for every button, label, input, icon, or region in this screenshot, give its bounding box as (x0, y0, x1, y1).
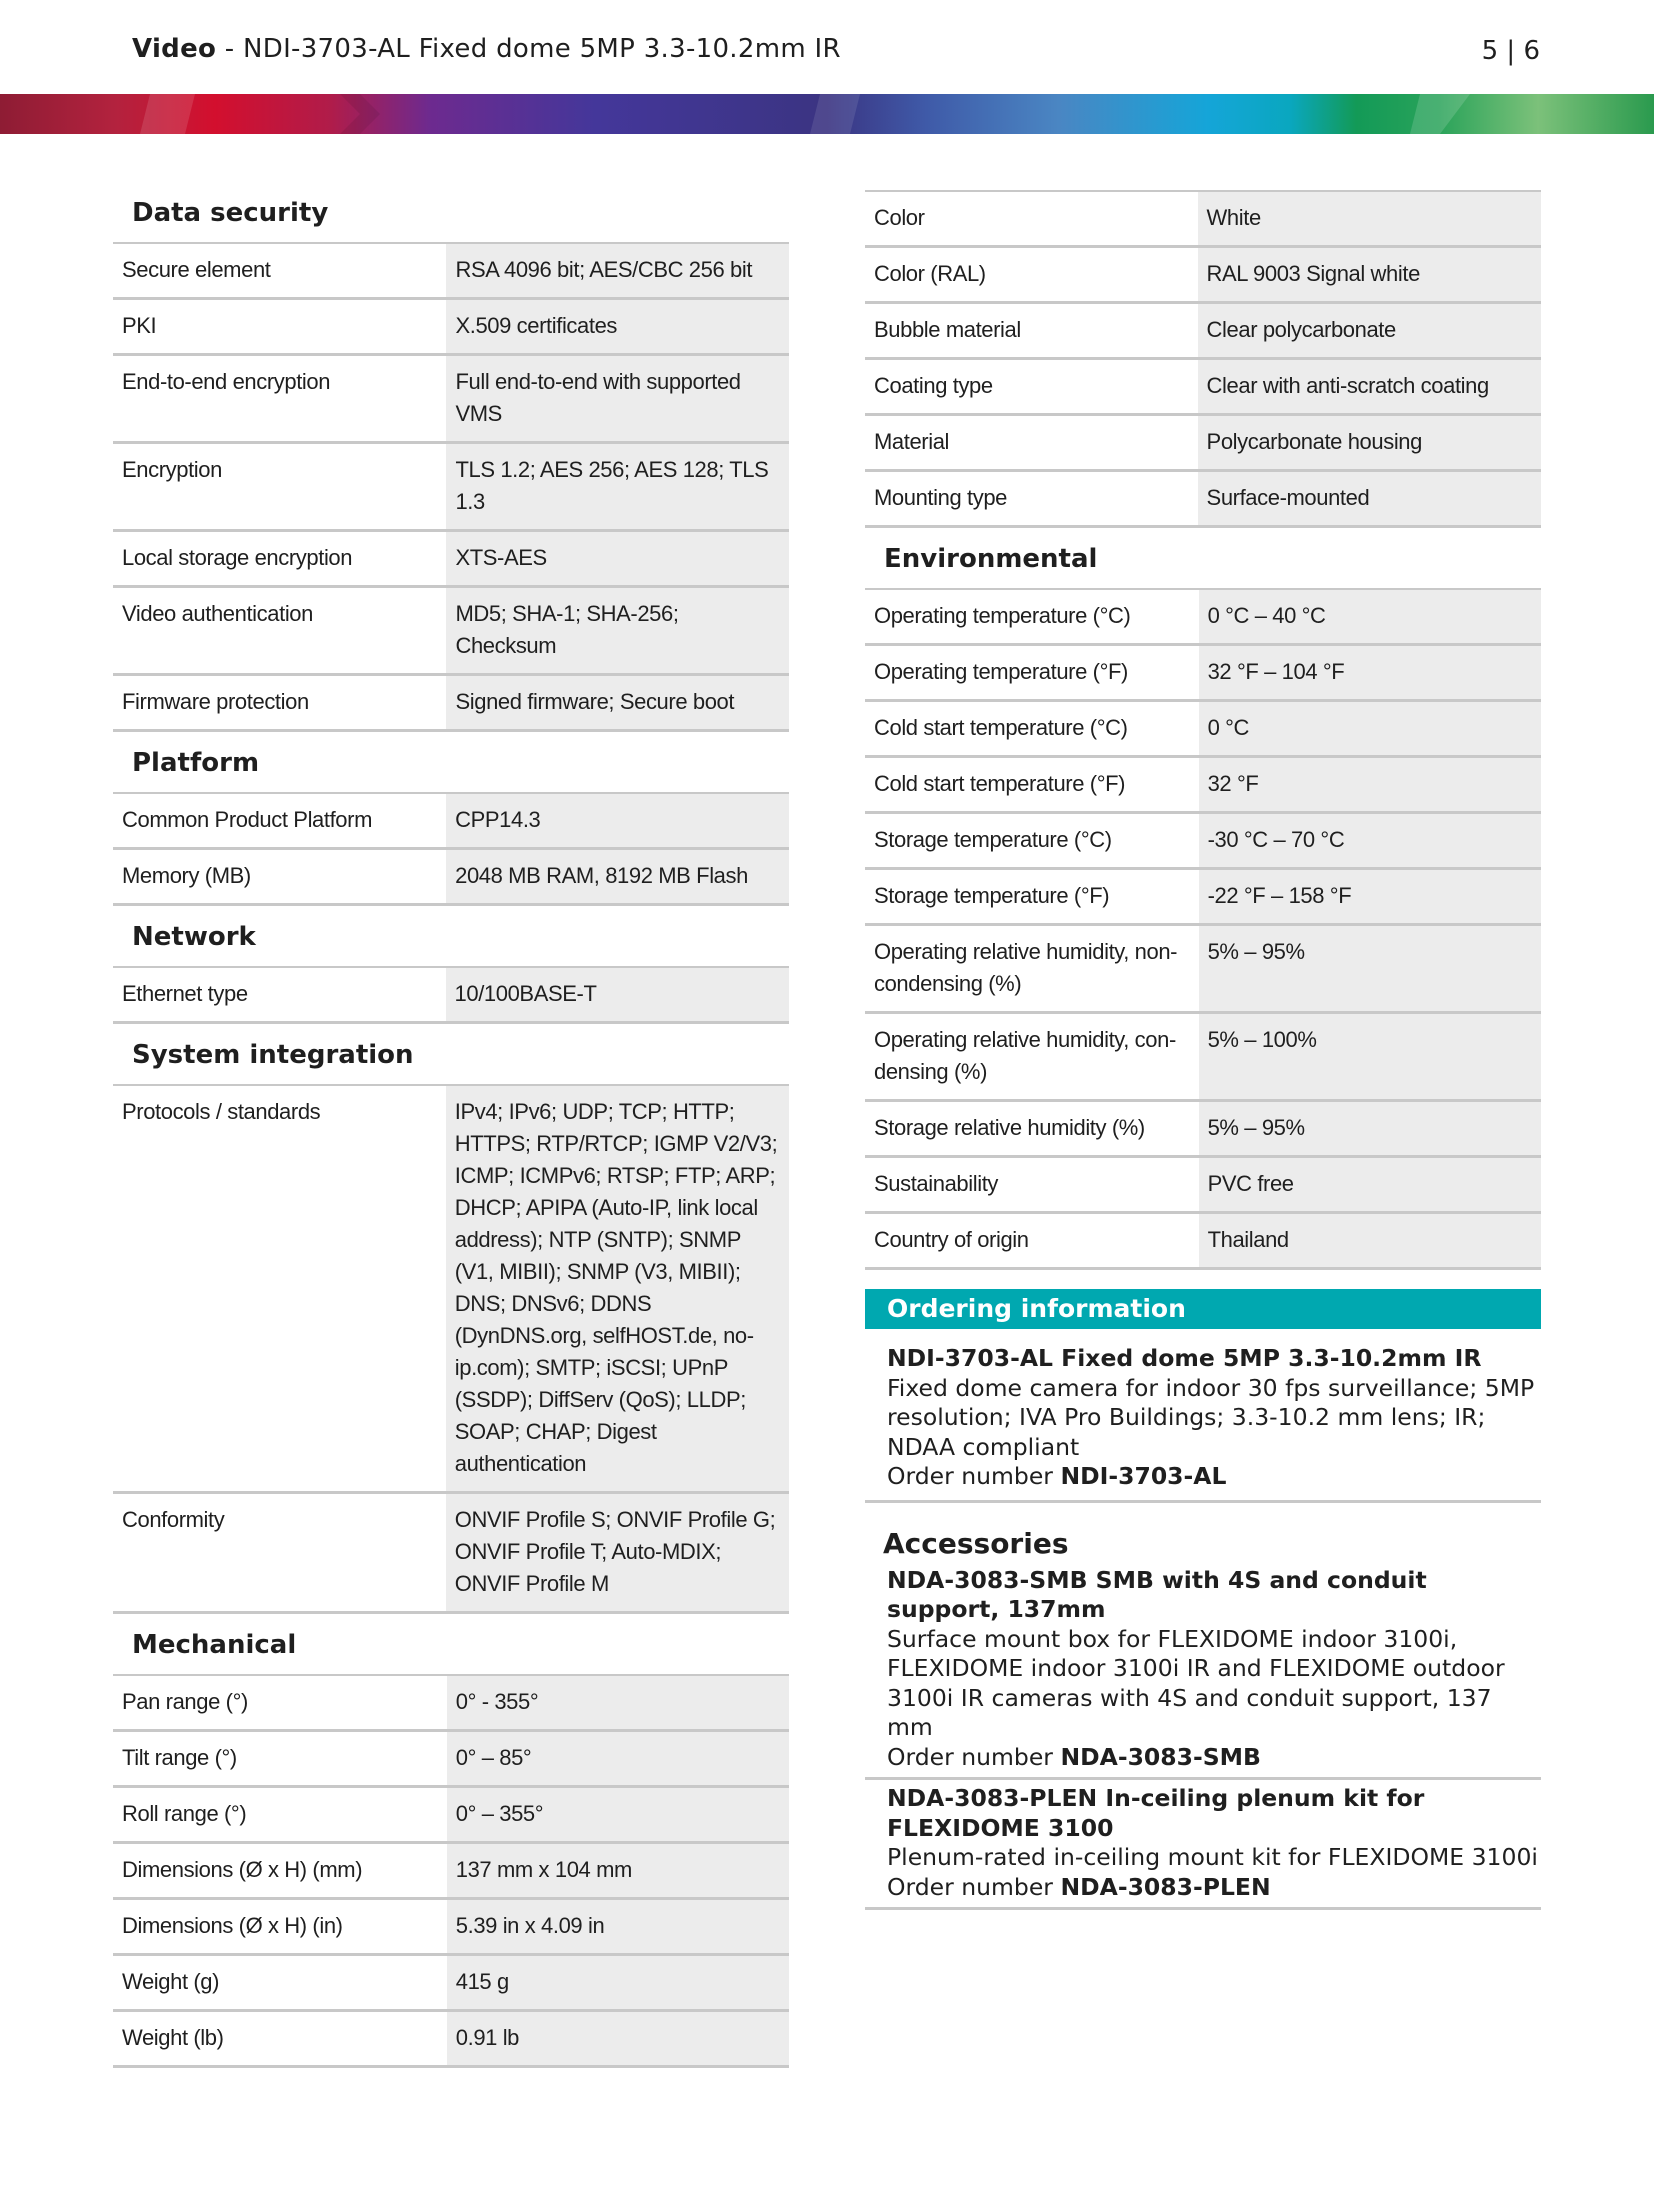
spec-label: Pan range (°) (113, 1675, 447, 1731)
spec-row (113, 1675, 789, 1731)
spec-label: Firmware protection (113, 675, 446, 731)
spec-value: 0° – 355° (447, 1787, 789, 1843)
spec-row (113, 1731, 789, 1787)
spec-row (113, 1493, 789, 1613)
spec-value: Clear with anti-scratch coating (1198, 359, 1541, 415)
ordering-order-number (887, 1462, 1541, 1492)
accessories-title: Accessories (883, 1526, 1069, 1560)
spec-row (865, 589, 1541, 645)
spec-value: 5.39 in x 4.09 in (447, 1899, 789, 1955)
spec-label: Color (865, 191, 1198, 247)
spec-label: Storage temperature (°F) (865, 869, 1199, 925)
order-number-label: Order number (887, 1742, 1061, 1771)
spec-value: RAL 9003 Signal white (1198, 247, 1541, 303)
order-number-value: NDA-3083-SMB (1060, 1742, 1261, 1771)
spec-row (865, 471, 1541, 527)
section-title-platform: Platform (132, 748, 260, 778)
spec-row (113, 1955, 789, 2011)
spec-row (113, 1085, 789, 1493)
spec-label: Dimensions (Ø x H) (in) (113, 1899, 447, 1955)
spec-value: 0° - 355° (447, 1675, 789, 1731)
order-number-value: NDA-3083-PLEN (1060, 1872, 1271, 1901)
spec-label: Ethernet type (113, 967, 446, 1023)
spec-value: Full end-to-end with supported VMS (446, 355, 789, 443)
spec-label: Operating temperature (°F) (865, 645, 1199, 701)
spec-table (113, 966, 789, 1024)
spec-value: 32 °F – 104 °F (1199, 645, 1541, 701)
ordering-description: Fixed dome camera for indoor 30 fps surveillance; 5MP resolution; IVA Pro Buildings; 3.3-10.2 mm lens; IR; NDAA compliant (887, 1373, 1535, 1461)
spec-value: 0 °C – 40 °C (1199, 589, 1541, 645)
spec-row (113, 849, 789, 905)
order-number-label: Order number (887, 1872, 1061, 1901)
spec-label: End-to-end encryption (113, 355, 446, 443)
spec-value: RSA 4096 bit; AES/CBC 256 bit (446, 243, 789, 299)
spec-label: PKI (113, 299, 446, 355)
spec-value: -22 °F – 158 °F (1199, 869, 1541, 925)
spec-label: Memory (MB) (113, 849, 446, 905)
spec-row (113, 793, 789, 849)
section-title-mechanical: Mechanical (132, 1630, 297, 1660)
spec-row (113, 355, 789, 443)
spec-row (865, 1013, 1541, 1101)
spec-row (865, 925, 1541, 1013)
spec-row (865, 303, 1541, 359)
spec-row (865, 191, 1541, 247)
color-band (0, 94, 1654, 134)
accessory-order-number (887, 1743, 1541, 1773)
spec-label: Bubble material (865, 303, 1198, 359)
spec-row (113, 299, 789, 355)
spec-value: MD5; SHA-1; SHA-256; Checksum (446, 587, 789, 675)
spec-table (113, 1674, 789, 2068)
spec-label: Storage relative humidity (%) (865, 1101, 1199, 1157)
order-number-label: Order number (887, 1462, 1061, 1490)
spec-value: 5% – 100% (1199, 1013, 1541, 1101)
spec-value: 415 g (447, 1955, 789, 2011)
page-header (0, 0, 1654, 94)
spec-row (865, 1157, 1541, 1213)
spec-label: Coating type (865, 359, 1198, 415)
spec-row (113, 2011, 789, 2067)
spec-value: IPv4; IPv6; UDP; TCP; HTTP; HTTPS; RTP/RTCP; IGMP V2/V3; ICMP; ICMPv6; RTSP; FTP; ARP; DHCP; APIPA (Auto-IP, link local address); NTP (SNTP); SNMP (V1, MIBII); SNMP (V3, MIBII); DNS; DNSv6; DDNS (DynDNS.org, selfHOST.de, no-ip.com); SMTP; iSCSI; UPnP (SSDP); DiffServ (QoS); LLDP; SOAP; CHAP; Digest authentication (446, 1085, 789, 1493)
spec-row (865, 645, 1541, 701)
spec-row (865, 1101, 1541, 1157)
spec-value: White (1198, 191, 1541, 247)
spec-table (113, 1084, 789, 1614)
spec-label: Local storage encryption (113, 531, 446, 587)
spec-label: Operating relative humidity, con-densing (%) (865, 1013, 1199, 1101)
spec-row (865, 247, 1541, 303)
spec-value: 137 mm x 104 mm (447, 1843, 789, 1899)
ordering-title: Ordering information (865, 1289, 1541, 1329)
spec-value: 5% – 95% (1199, 1101, 1541, 1157)
spec-value: 0.91 lb (447, 2011, 789, 2067)
spec-label: Sustainability (865, 1157, 1199, 1213)
right-column (865, 190, 1541, 1910)
spec-value: Clear polycarbonate (1198, 303, 1541, 359)
spec-value: -30 °C – 70 °C (1199, 813, 1541, 869)
accessory-item (865, 1780, 1541, 1910)
order-number-value: NDI-3703-AL (1060, 1462, 1227, 1490)
spec-row (113, 243, 789, 299)
spec-label: Operating relative humidity, non-condensing (%) (865, 925, 1199, 1013)
spec-label: Material (865, 415, 1198, 471)
ordering-product-name: NDI-3703-AL Fixed dome 5MP 3.3-10.2mm IR (887, 1344, 1482, 1372)
ordering-item (865, 1329, 1541, 1503)
section-title-system-integration: System integration (132, 1040, 414, 1070)
spec-row (865, 415, 1541, 471)
spec-value: Polycarbonate housing (1198, 415, 1541, 471)
spec-label: Tilt range (°) (113, 1731, 447, 1787)
spec-table (865, 190, 1541, 528)
spec-value: Signed firmware; Secure boot (446, 675, 789, 731)
spec-value: 10/100BASE-T (446, 967, 789, 1023)
spec-label: Weight (lb) (113, 2011, 447, 2067)
spec-label: Video authentication (113, 587, 446, 675)
spec-label: Cold start temperature (°C) (865, 701, 1199, 757)
header-category: Video (132, 34, 217, 64)
spec-label: Roll range (°) (113, 1787, 447, 1843)
spec-value: X.509 certificates (446, 299, 789, 355)
spec-value: XTS-AES (446, 531, 789, 587)
spec-row (865, 701, 1541, 757)
spec-row (865, 869, 1541, 925)
accessory-name: NDA-3083-PLEN In-ceiling plenum kit for FLEXIDOME 3100 (887, 1784, 1425, 1842)
spec-value: 0 °C (1199, 701, 1541, 757)
spec-label: Dimensions (Ø x H) (mm) (113, 1843, 447, 1899)
spec-label: Color (RAL) (865, 247, 1198, 303)
spec-table (113, 242, 789, 732)
spec-table (865, 588, 1541, 1270)
spec-value: 2048 MB RAM, 8192 MB Flash (446, 849, 789, 905)
section-title-network: Network (132, 922, 256, 952)
spec-row (113, 1899, 789, 1955)
spec-label: Common Product Platform (113, 793, 446, 849)
spec-label: Storage temperature (°C) (865, 813, 1199, 869)
spec-label: Country of origin (865, 1213, 1199, 1269)
spec-value: 32 °F (1199, 757, 1541, 813)
spec-label: Mounting type (865, 471, 1198, 527)
spec-row (113, 1787, 789, 1843)
spec-label: Conformity (113, 1493, 446, 1613)
spec-label: Cold start temperature (°F) (865, 757, 1199, 813)
left-column (113, 182, 789, 2068)
spec-table (113, 792, 789, 906)
accessory-order-number (887, 1873, 1541, 1903)
spec-value: PVC free (1199, 1157, 1541, 1213)
spec-value: 5% – 95% (1199, 925, 1541, 1013)
spec-row (113, 531, 789, 587)
section-title-environmental: Environmental (884, 544, 1098, 574)
spec-row (865, 813, 1541, 869)
spec-row (113, 443, 789, 531)
spec-label: Secure element (113, 243, 446, 299)
section-title-data-security: Data security (132, 198, 329, 228)
spec-row (113, 1843, 789, 1899)
spec-row (113, 675, 789, 731)
header-separator: - (216, 34, 243, 64)
spec-value: ONVIF Profile S; ONVIF Profile G; ONVIF Profile T; Auto-MDIX; ONVIF Profile M (446, 1493, 789, 1613)
header-title (132, 34, 841, 64)
spec-row (113, 587, 789, 675)
page-number: 5 | 6 (1481, 36, 1540, 66)
accessory-item (865, 1562, 1541, 1781)
spec-row (113, 967, 789, 1023)
spec-label: Encryption (113, 443, 446, 531)
spec-label: Operating temperature (°C) (865, 589, 1199, 645)
accessory-description: Plenum-rated in-ceiling mount kit for FLEXIDOME 3100i (887, 1843, 1538, 1871)
accessory-name: NDA-3083-SMB SMB with 4S and conduit support, 137mm (887, 1565, 1427, 1623)
spec-value: TLS 1.2; AES 256; AES 128; TLS 1.3 (446, 443, 789, 531)
spec-value: 0° – 85° (447, 1731, 789, 1787)
spec-row (865, 1213, 1541, 1269)
spec-row (865, 757, 1541, 813)
spec-label: Weight (g) (113, 1955, 447, 2011)
spec-value: CPP14.3 (446, 793, 789, 849)
spec-value: Thailand (1199, 1213, 1541, 1269)
spec-value: Surface-mounted (1198, 471, 1541, 527)
spec-row (865, 359, 1541, 415)
header-product: NDI-3703-AL Fixed dome 5MP 3.3-10.2mm IR (243, 34, 841, 64)
accessory-description: Surface mount box for FLEXIDOME indoor 3100i, FLEXIDOME indoor 3100i IR and FLEXIDOME outdoor 3100i IR cameras with 4S and conduit support, 137 mm (887, 1624, 1505, 1741)
spec-label: Protocols / standards (113, 1085, 446, 1493)
